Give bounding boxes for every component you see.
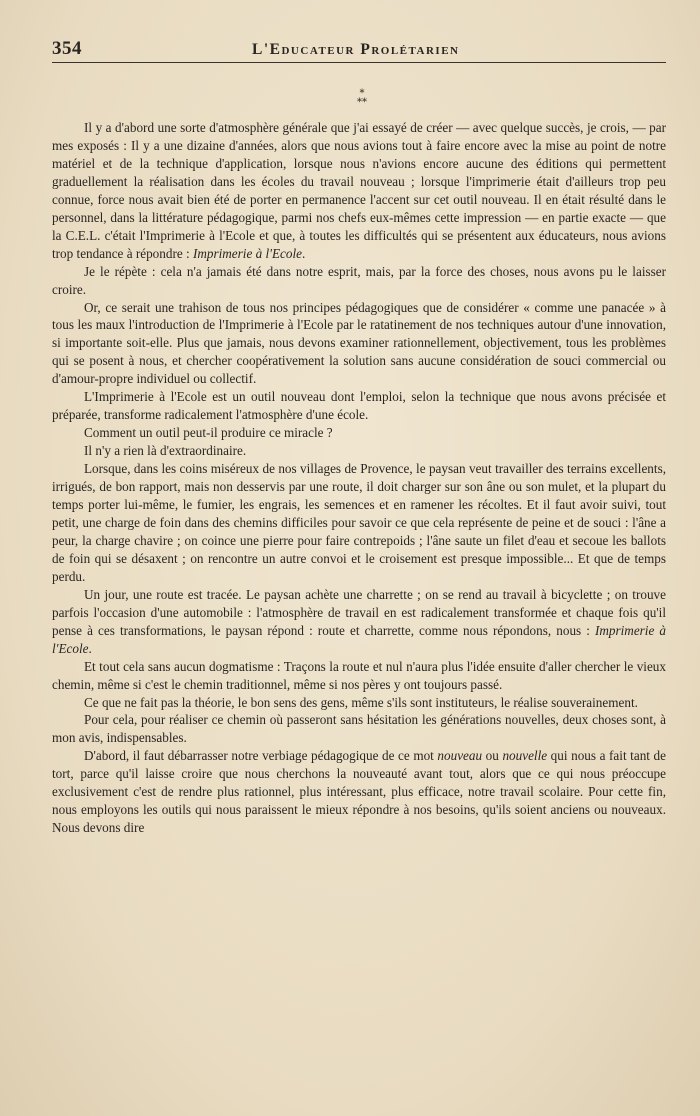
page-header <box>52 38 666 63</box>
article-body <box>52 119 666 837</box>
paragraph-4: L'Imprimerie à l'Ecole est un outil nouveau dont l'emploi, selon la technique que nous avons précisée et préparée, transforme radicalement l'atmosphère d'une école. <box>52 389 666 423</box>
paragraph-6: Il n'y a rien là d'extraordinaire. <box>84 443 247 459</box>
paragraph-text: ou <box>482 748 503 764</box>
paragraph-1 <box>52 119 666 263</box>
asterism-separator <box>52 89 666 107</box>
paragraph-11: Pour cela, pour réaliser ce chemin où passeront sans hésitation les générations nouvelles, deux choses sont, à mon avis, indispensables. <box>52 712 666 746</box>
asterism-bottom: ** <box>357 97 367 108</box>
italic-phrase: Imprimerie à l'Ecole <box>52 622 666 656</box>
asterism-top: * <box>359 88 365 99</box>
page-number: 354 <box>52 38 82 59</box>
running-title: L'Educateur Prolétarien <box>252 41 460 58</box>
paragraph-5: Comment un outil peut-il produire ce miracle ? <box>84 425 333 441</box>
paragraph-3: Or, ce serait une trahison de tous nos principes pédagogiques que de considérer « comme une panacée » à tous les maux l'introduction de l'Imprimerie à l'Ecole par le ratatinement de nos techniques autour d'une innovation, si importante soit-elle. Plus que jamais, nous devons examiner rationnellement, objectivement, tous les problèmes qui se posent à nous, et chercher coopérativement la solution sans aucune considération de souci commercial ou d'amour-propre individuel ou collectif. <box>52 299 666 387</box>
italic-phrase: Imprimerie à l'Ecole <box>192 245 302 261</box>
paragraph-text: qui nous a fait tant de tort, parce qu'il laisse croire que nous cherchons la nouveauté avant tout, alors que ce qui nous préoccupe exclusivement c'est de rendre plus rationnel, plus intéressant, plus efficace, notre travail scolaire. Pour cette fin, nous employons les outils qui nous paraissent le mieux répondre à nos besoins, qu'ils soient anciens ou nouveaux. Nous devons dire <box>52 748 666 836</box>
paragraph-2: Je le répète : cela n'a jamais été dans notre esprit, mais, par la force des choses, nous avons pu le laisser croire. <box>52 263 666 297</box>
paragraph-text: D'abord, il faut débarrasser notre verbiage pédagogique de ce mot <box>84 748 438 764</box>
paragraph-tail: . <box>302 245 306 261</box>
paragraph-tail: . <box>88 640 92 656</box>
paragraph-text: Il y a d'abord une sorte d'atmosphère générale que j'ai essayé de créer — avec quelque succès, je crois, — par mes exposés : Il y a une dizaine d'années, alors que nous avions tout à faire encore avec la mise au point de notre matériel et de la technique d'application, lorsque nous n'avions encore aucune des éditions qui permettent graduellement la réalisation dans les écoles du travail nouveau ; lorsque l'imprimerie était d'ailleurs trop peu connue, force nous avait bien été de porter en permanence l'accent sur cet outil nouveau. Il en était résulté dans le personnel, dans la littérature pédagogique, parmi nos chefs eux-mêmes cette impression — en partie exacte — que la C.E.L. c'était l'Imprimerie à l'Ecole et que, à toutes les difficultés qui se présentent aux éducateurs, nous avions trop tendance à répondre : <box>52 120 666 261</box>
italic-word: nouveau <box>437 748 483 764</box>
paragraph-8 <box>52 586 666 658</box>
italic-word: nouvelle <box>502 748 548 764</box>
paragraph-text: Un jour, une route est tracée. Le paysan achète une charrette ; on se rend au travail à bicyclette ; on trouve parfois l'occasion d'une automobile : l'atmosphère de travail en est radicalement transformée et chaque fois qu'il pense à ces transformations, le paysan répond : route et charrette, comme nous répondons, nous : <box>52 586 666 638</box>
paragraph-9: Et tout cela sans aucun dogmatisme : Traçons la route et nul n'aura plus l'idée ensuite d'aller chercher le vieux chemin, même si c'est le chemin traditionnel, même si nos pères y ont toujours passé. <box>52 658 666 692</box>
paragraph-12 <box>52 747 666 837</box>
paragraph-10: Ce que ne fait pas la théorie, le bon sens des gens, même s'ils sont instituteurs, le réalise souverainement. <box>84 694 638 710</box>
paragraph-7: Lorsque, dans les coins miséreux de nos villages de Provence, le paysan veut travailler des terrains excellents, irrigués, de bon rapport, mais non desservis par une route, il doit charger sur son âne ou son mulet, et la plupart du temps porter lui-même, le fumier, les engrais, les semences et en ramener les récoltes. Et il faut avoir suivi, tout petit, une charge de foin dans des chemins difficiles pour savoir ce que cela représente de peine et de souci : l'âne a peur, la charge chavire ; on coince une pierre pour faire contrepoids ; l'âne saute un filet d'eau et secoue les ballots de foin qui se désaxent ; on rencontre un autre convoi et le croisement est presque impossible... Et que de temps perdu. <box>52 461 666 584</box>
